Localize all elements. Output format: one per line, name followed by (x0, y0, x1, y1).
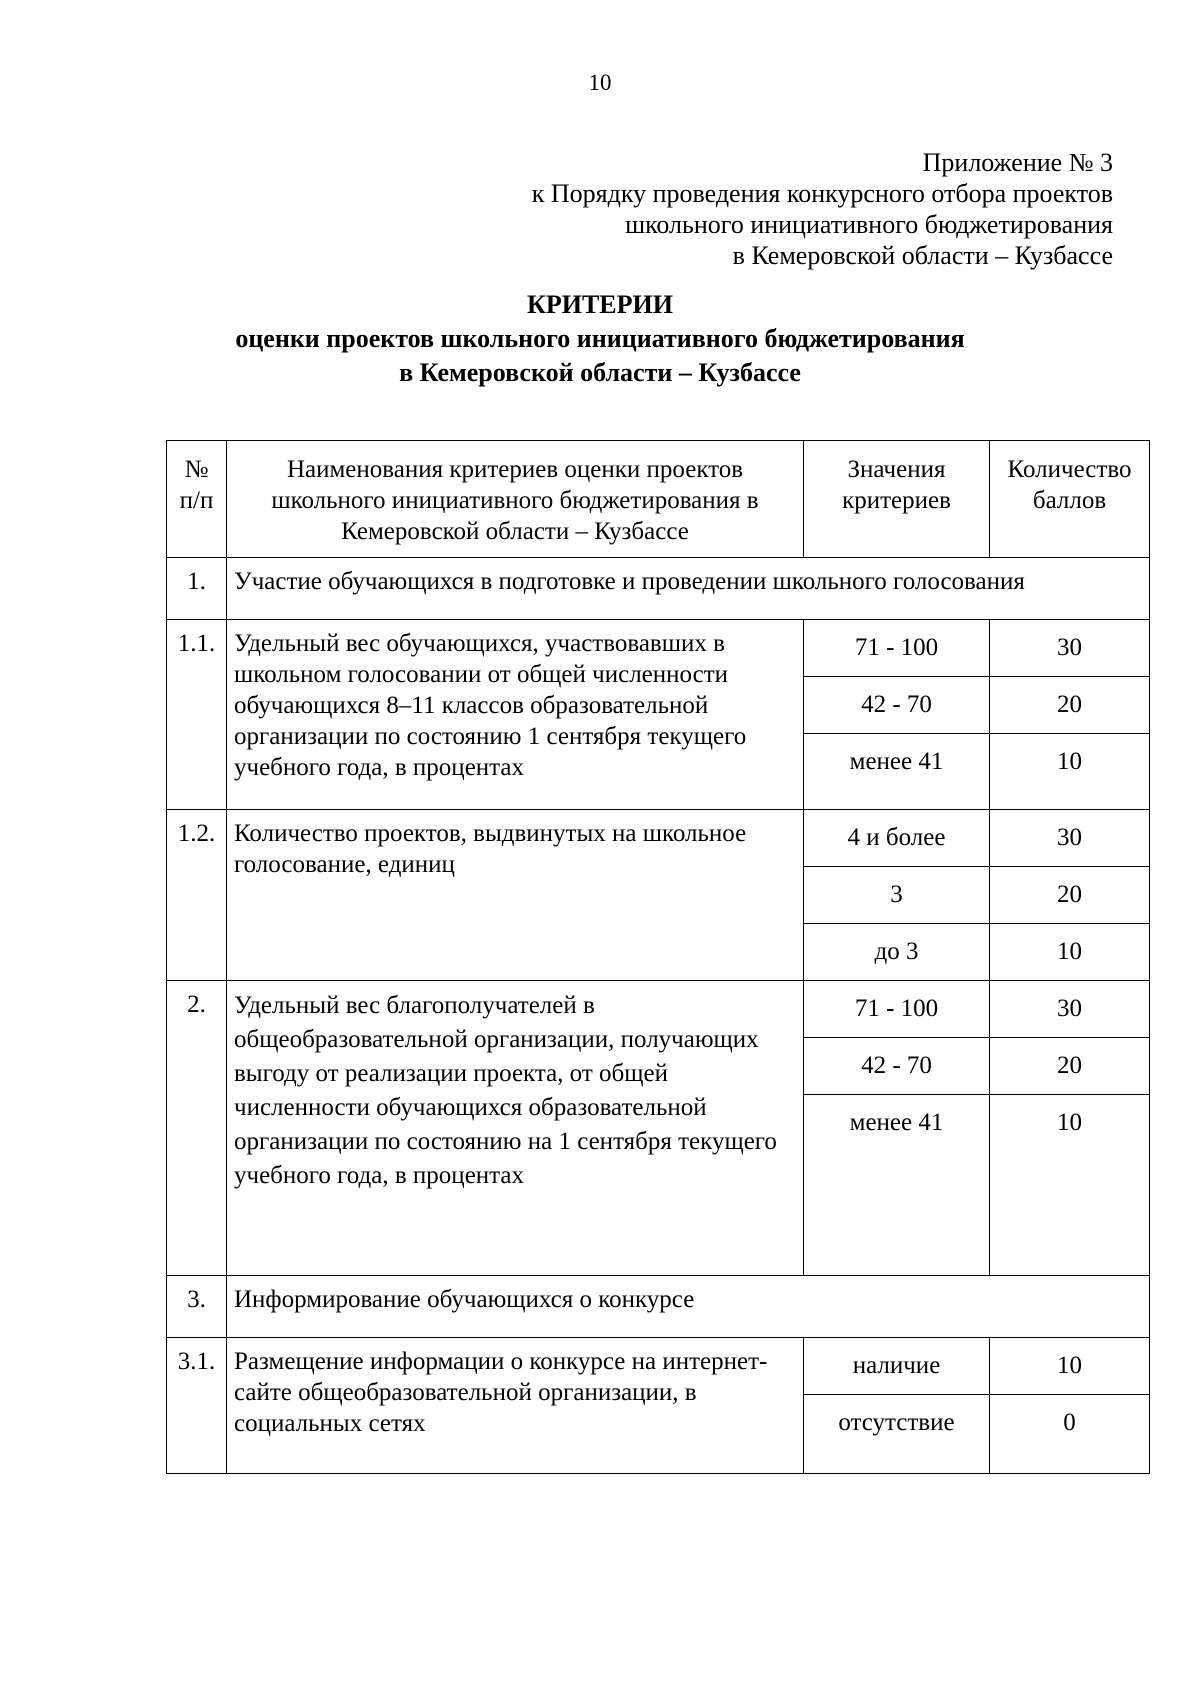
item-2-points-3: 10 (990, 1095, 1150, 1276)
table-row-section-1 (167, 558, 1150, 620)
table-header-row (167, 441, 1150, 558)
item-2-points-1: 30 (990, 981, 1150, 1038)
item-2-num: 2. (167, 981, 227, 1276)
section-1-num: 1. (167, 558, 227, 620)
appendix-line-4: в Кемеровской области – Кузбассе (732, 241, 1113, 270)
title-line-3: в Кемеровской области – Кузбассе (399, 358, 801, 387)
page-number: 10 (588, 70, 612, 95)
appendix-line-2: к Порядку проведения конкурсного отбора проектов (531, 179, 1113, 208)
section-3-name: Информирование обучающихся о конкурсе (227, 1276, 1150, 1338)
title-line-1: КРИТЕРИИ (527, 290, 673, 319)
item-1-2-num: 1.2. (167, 810, 227, 981)
section-1-name: Участие обучающихся в подготовке и проведении школьного голосования (227, 558, 1150, 620)
item-1-1-points-2: 20 (990, 677, 1150, 734)
item-1-2-value-3: до 3 (804, 924, 990, 981)
item-2-name: Удельный вес благополучателей в общеобразовательной организации, получающих выгоду от реализации проекта, от общей численности обучающихся образовательной организации по состоянию на 1 сентября текущего учебного года, в процентах (227, 981, 804, 1276)
item-2-value-2: 42 - 70 (804, 1038, 990, 1095)
item-1-2-points-2: 20 (990, 867, 1150, 924)
appendix-line-3: школьного инициативного бюджетирования (625, 210, 1113, 239)
item-3-1-points-2: 0 (990, 1395, 1150, 1474)
item-1-2-points-3: 10 (990, 924, 1150, 981)
header-values: Значения критериев (804, 441, 990, 558)
item-1-1-points-3: 10 (990, 734, 1150, 810)
item-1-1-name: Удельный вес обучающихся, участвовавших в школьном голосовании от общей численности обучающихся 8–11 классов образовательной организации по состоянию 1 сентября текущего учебного года, в процентах (227, 620, 804, 810)
table-row-3-1 (167, 1338, 1150, 1395)
criteria-table (166, 440, 1150, 1474)
item-2-value-3: менее 41 (804, 1095, 990, 1276)
appendix-header (532, 147, 1113, 271)
item-3-1-value-1: наличие (804, 1338, 990, 1395)
item-1-1-num: 1.1. (167, 620, 227, 810)
item-3-1-value-2: отсутствие (804, 1395, 990, 1474)
header-num: № п/п (167, 441, 227, 558)
item-2-value-1: 71 - 100 (804, 981, 990, 1038)
item-1-2-name: Количество проектов, выдвинутых на школьное голосование, единиц (227, 810, 804, 981)
header-name: Наименования критериев оценки проектов школьного инициативного бюджетирования в Кемеровской области – Кузбассе (227, 441, 804, 558)
item-3-1-name: Размещение информации о конкурсе на интернет-сайте общеобразовательной организации, в социальных сетях (227, 1338, 804, 1474)
header-points: Количество баллов (990, 441, 1150, 558)
document-title (0, 288, 1200, 390)
item-3-1-num: 3.1. (167, 1338, 227, 1474)
item-1-1-points-1: 30 (990, 620, 1150, 677)
table-row-2 (167, 981, 1150, 1038)
item-1-2-value-2: 3 (804, 867, 990, 924)
item-1-1-value-3: менее 41 (804, 734, 990, 810)
appendix-line-1: Приложение № 3 (922, 148, 1113, 177)
section-3-num: 3. (167, 1276, 227, 1338)
item-1-1-value-1: 71 - 100 (804, 620, 990, 677)
table-row-1-2 (167, 810, 1150, 867)
table-row-1-1 (167, 620, 1150, 677)
item-2-points-2: 20 (990, 1038, 1150, 1095)
item-1-1-value-2: 42 - 70 (804, 677, 990, 734)
item-3-1-points-1: 10 (990, 1338, 1150, 1395)
table-row-section-3 (167, 1276, 1150, 1338)
item-1-2-value-1: 4 и более (804, 810, 990, 867)
title-line-2: оценки проектов школьного инициативного бюджетирования (235, 324, 965, 353)
item-1-2-points-1: 30 (990, 810, 1150, 867)
